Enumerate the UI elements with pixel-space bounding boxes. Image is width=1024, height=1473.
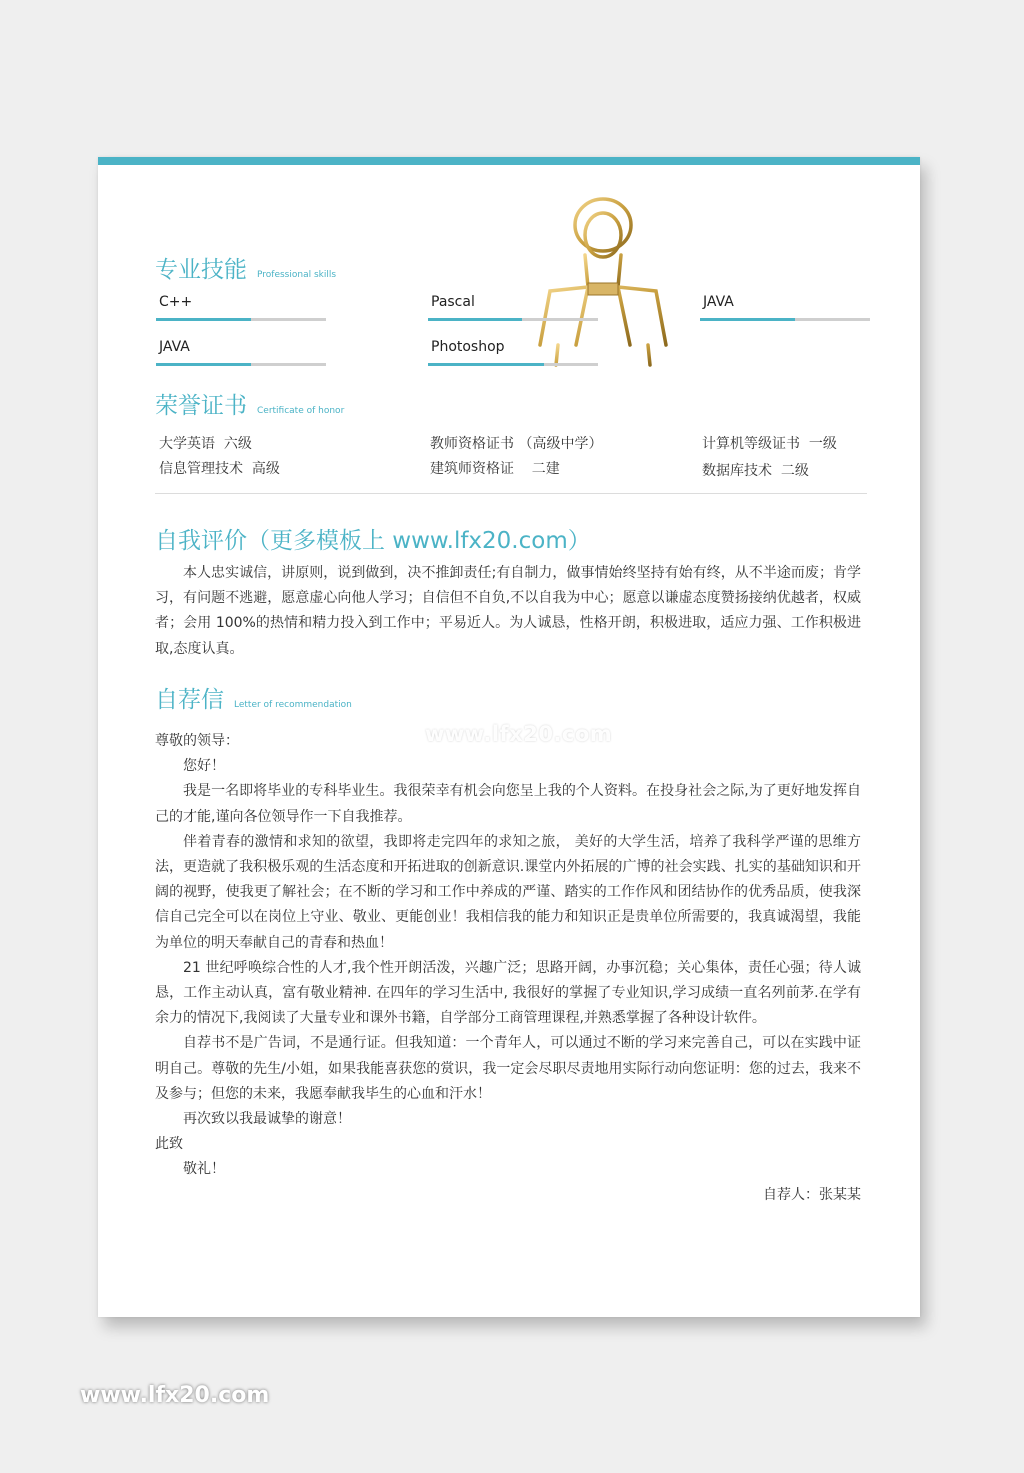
certificate-item: 建筑师资格证 二建: [430, 461, 560, 477]
skill-name: JAVA: [703, 294, 734, 310]
letter-paragraph: 我是一名即将毕业的专科毕业生。我很荣幸有机会向您呈上我的个人资料。在投身社会之际,为了更好地发挥自己的才能,谨向各位领导作一下自我推荐。: [155, 783, 861, 825]
letter-paragraph: 自荐书不是广告词，不是通行证。但我知道：一个青年人，可以通过不断的学习来完善自己，可以在实践中证明自己。尊敬的先生/小姐，如果我能喜获您的赏识，我一定会尽职尽责地用实际行动向您证明：您的过去，我来不及参与；但您的未来，我愿奉献我毕生的心血和汗水！: [155, 1035, 861, 1102]
accent-top-bar: [98, 157, 920, 165]
self-eval-title: 自我评价（更多模板上 www.lfx20.com）: [155, 528, 591, 554]
skill-item: [428, 339, 598, 366]
watermark-bottom: www.lfx20.com: [80, 1383, 270, 1408]
skill-fill: [700, 318, 795, 321]
skill-track: [428, 318, 598, 321]
skill-track: [428, 363, 598, 366]
letter-section-title: [155, 681, 352, 714]
honors-title: 荣誉证书: [155, 393, 247, 419]
section-divider: [155, 493, 867, 494]
skill-name: Pascal: [431, 294, 475, 310]
self-eval-text: 本人忠实诚信，讲原则，说到做到，决不推卸责任;有自制力，做事情始终坚持有始有终，从不半途而废；肯学习，有问题不逃避，愿意虚心向他人学习；自信但不自负,不以自我为中心；愿意以谦虚态度赞扬接纳优越者，权威者；会用 100%的热情和精力投入到工作中；平易近人。为人诚恳，性格开朗，积极进取，适应力强、工作积极进取,态度认真。: [155, 565, 861, 657]
skill-track: [156, 318, 326, 321]
letter-closing-salute: 敬礼！: [183, 1161, 225, 1178]
skill-item: [428, 294, 598, 321]
skill-track: [700, 318, 870, 321]
certificate-item: 教师资格证书 （高级中学）: [430, 436, 603, 452]
skill-name: JAVA: [159, 339, 190, 355]
certificate-item: 大学英语 六级: [159, 436, 252, 452]
letter-body: [155, 729, 861, 1208]
skill-item: [156, 339, 326, 366]
letter-paragraph: 伴着青春的激情和求知的欲望，我即将走完四年的求知之旅， 美好的大学生活，培养了我科学严谨的思维方法，更造就了我积极乐观的生活态度和开拓进取的创新意识.课堂内外拓展的广博的社会实践、扎实的基础知识和开阔的视野，使我更了解社会；在不断的学习和工作中养成的严谨、踏实的工作作风和团结协作的优秀品质，使我深信自己完全可以在岗位上守业、敬业、更能创业！我相信我的能力和知识正是贵单位所需要的，我真诚渴望，我能为单位的明天奉献自己的青春和热血！: [155, 833, 861, 951]
watermark-center: www.lfx20.com: [425, 722, 613, 746]
skill-item: [700, 294, 870, 321]
letter-subtitle: Letter of recommendation: [234, 700, 352, 710]
skill-fill: [156, 363, 251, 366]
letter-greeting: 您好！: [183, 758, 225, 775]
letter-paragraph: 21 世纪呼唤综合性的人才,我个性开朗活泼，兴趣广泛；思路开阔，办事沉稳；关心集体，责任心强；待人诚恳，工作主动认真，富有敬业精神. 在四年的学习生活中, 我很好的掌握了专业知识,学习成绩一直名列前茅.在学有余力的情况下,我阅读了大量专业和课外书籍，自学部分工商管理课程,并熟悉掌握了各种设计软件。: [155, 959, 861, 1027]
skill-name: C++: [159, 294, 193, 310]
honors-subtitle: Certificate of honor: [257, 406, 345, 416]
skills-section-title: [155, 251, 336, 284]
letter-closing: 此致: [155, 1136, 183, 1153]
letter-title: 自荐信: [155, 687, 224, 713]
certificate-item: 计算机等级证书 一级: [702, 436, 837, 452]
honors-section-title: [155, 387, 344, 420]
certificate-item: 数据库技术 二级: [702, 463, 809, 479]
certificate-item: 信息管理技术 高级: [159, 461, 280, 477]
skill-track: [156, 363, 326, 366]
letter-salutation: 尊敬的领导：: [155, 733, 239, 749]
skill-fill: [428, 363, 544, 366]
skill-fill: [156, 318, 251, 321]
letter-paragraph: 再次致以我最诚挚的谢意！: [183, 1111, 351, 1128]
skills-title: 专业技能: [155, 257, 247, 283]
skill-fill: [428, 318, 522, 321]
letter-signature: 自荐人：张某某: [763, 1186, 861, 1203]
skill-item: [156, 294, 326, 321]
skill-name: Photoshop: [431, 339, 505, 355]
skills-subtitle: Professional skills: [257, 270, 337, 280]
